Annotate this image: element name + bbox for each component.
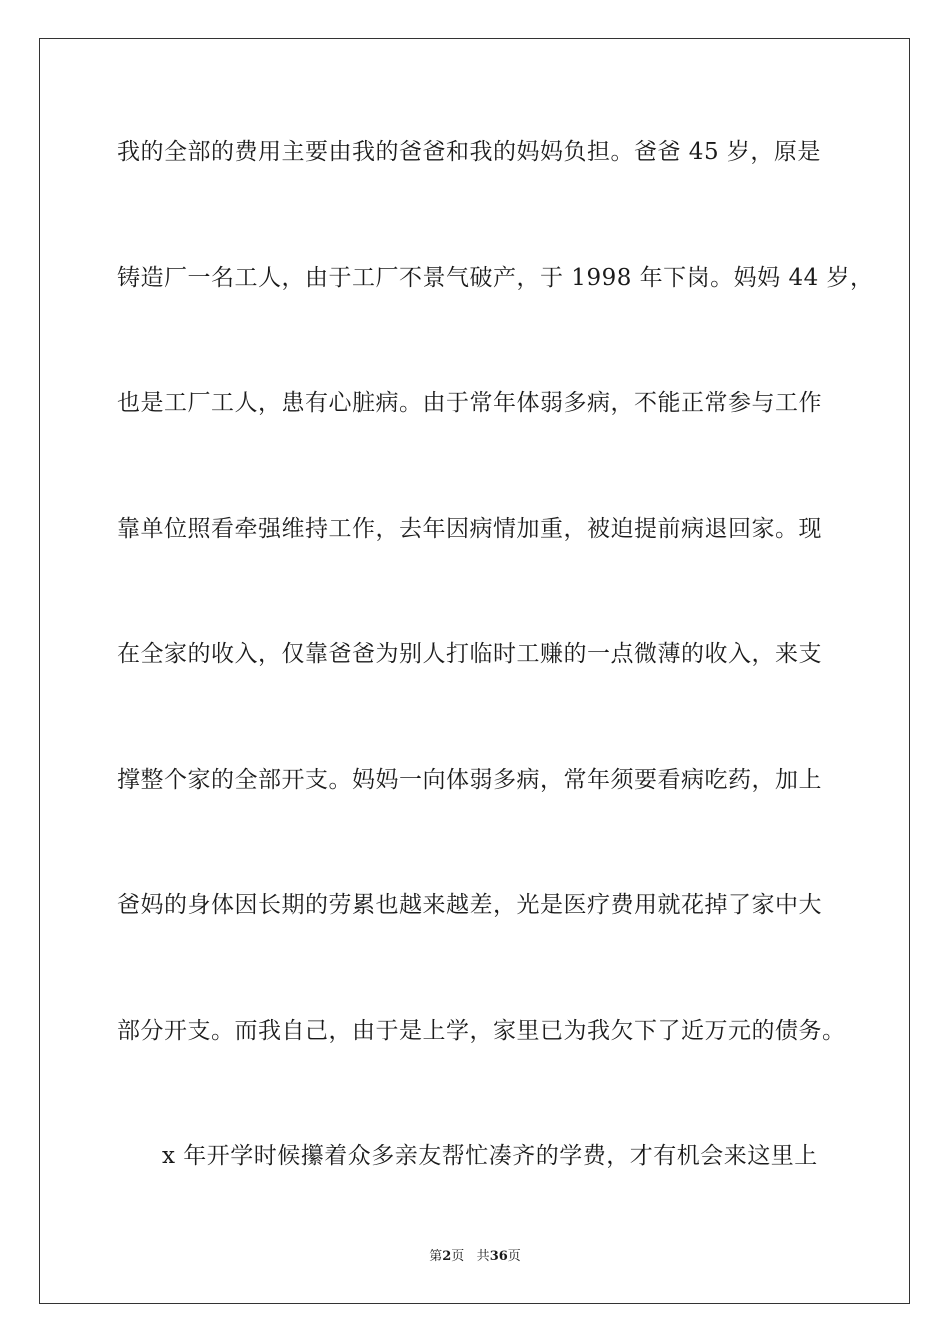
page-footer <box>0 1248 950 1266</box>
text-line-7: 爸妈的身体因长期的劳累也越来越差，光是医疗费用就花掉了家中大 <box>117 892 822 918</box>
text-line-2: 铸造厂一名工人，由于工厂不景气破产，于 1998 年下岗。妈妈 44 岁， <box>117 265 874 291</box>
footer-page-prefix: 第 <box>429 1249 443 1264</box>
footer-page-suffix: 页 <box>451 1249 465 1264</box>
text-line-5: 在全家的收入，仅靠爸爸为别人打临时工赚的一点微薄的收入，来支 <box>117 641 822 667</box>
footer-total-suffix: 页 <box>507 1249 521 1264</box>
text-line-8: 部分开支。而我自己，由于是上学，家里已为我欠下了近万元的债务。 <box>117 1018 846 1044</box>
text-line-6: 撑整个家的全部开支。妈妈一向体弱多病，常年须要看病吃药，加上 <box>117 767 822 793</box>
footer-total-pages: 36 <box>489 1249 508 1264</box>
footer-total-prefix: 共 <box>476 1249 490 1264</box>
footer-page-number: 2 <box>442 1249 452 1264</box>
text-line-1: 我的全部的费用主要由我的爸爸和我的妈妈负担。爸爸 45 岁，原是 <box>117 139 821 165</box>
page-frame <box>39 38 910 1304</box>
text-line-9: x 年开学时候攥着众多亲友帮忙凑齐的学费，才有机会来这里上 <box>162 1143 818 1169</box>
text-line-3: 也是工厂工人，患有心脏病。由于常年体弱多病，不能正常参与工作 <box>117 390 822 416</box>
text-line-4: 靠单位照看牵强维持工作，去年因病情加重，被迫提前病退回家。现 <box>117 516 822 542</box>
